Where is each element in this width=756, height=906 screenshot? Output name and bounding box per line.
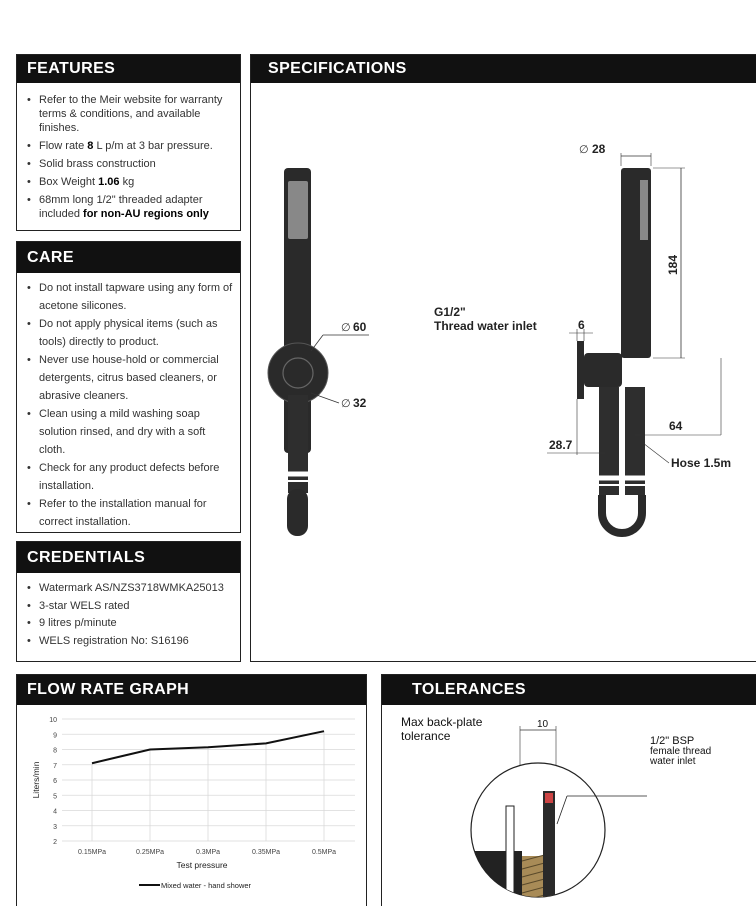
dim-6-label: 6 bbox=[578, 318, 585, 332]
y-tick-label: 8 bbox=[53, 747, 57, 755]
credentials-header: CREDENTIALS bbox=[17, 542, 240, 573]
features-item: • Flow rate 8 L p/m at 3 bar pressure. bbox=[25, 139, 234, 153]
care-item: • Never use house-hold or commercial detergents, citrus based cleaners, or abrasive cleaners. bbox=[25, 351, 234, 405]
y-axis-label: Liters/min bbox=[31, 761, 41, 799]
y-tick-label: 5 bbox=[53, 793, 57, 801]
dim-60-symbol: ∅ bbox=[341, 322, 351, 334]
dim-64-label: 64 bbox=[669, 419, 683, 433]
y-tick-label: 4 bbox=[53, 808, 57, 816]
front-hose bbox=[288, 395, 308, 493]
x-tick-label: 0.5MPa bbox=[311, 849, 337, 856]
x-tick-label: 0.25MPa bbox=[135, 849, 165, 856]
features-item: • Refer to the Meir website for warranty terms & conditions, and available finishes. bbox=[25, 93, 234, 135]
x-tick-label: 0.3MPa bbox=[195, 849, 221, 856]
care-item: • Check for any product defects before installation. bbox=[25, 459, 234, 495]
specifications-header: SPECIFICATIONS bbox=[251, 55, 756, 83]
side-view-shower bbox=[577, 168, 661, 533]
credentials-item: • 3-star WELS rated bbox=[25, 598, 234, 616]
dim-60-label: 60 bbox=[353, 320, 367, 334]
y-tick-label: 10 bbox=[49, 717, 57, 724]
care-item: • Do not install tapware using any form of acetone silicones. bbox=[25, 279, 234, 315]
credentials-item: • Watermark AS/NZS3718WMKA25013 bbox=[25, 580, 234, 598]
care-header: CARE bbox=[17, 242, 240, 273]
inlet-label-line1: G1/2" bbox=[434, 305, 466, 319]
dim-28-label: 28 bbox=[592, 142, 606, 156]
x-tick-label: 0.15MPa bbox=[77, 849, 107, 856]
front-view-shower bbox=[268, 168, 328, 536]
dim-184-label: 184 bbox=[666, 254, 680, 275]
side-wall-plate bbox=[577, 341, 584, 399]
credentials-panel bbox=[16, 541, 241, 662]
tolerances-drawing bbox=[382, 706, 756, 906]
detail-inlet-marker bbox=[545, 793, 553, 803]
y-tick-label: 6 bbox=[53, 778, 57, 785]
front-wall-plate bbox=[268, 343, 328, 403]
tolerances-panel bbox=[381, 674, 756, 906]
care-panel bbox=[16, 241, 241, 533]
side-hose-loop bbox=[602, 495, 642, 533]
features-item: • Box Weight 1.06 kg bbox=[25, 175, 234, 189]
bsp-label-line1: 1/2" BSP bbox=[650, 735, 695, 747]
specifications-drawing bbox=[251, 83, 756, 663]
front-spray-face bbox=[288, 181, 308, 239]
x-tick-label: 0.35MPa bbox=[251, 849, 281, 856]
features-panel bbox=[16, 54, 241, 231]
flow-rate-header: FLOW RATE GRAPH bbox=[17, 675, 366, 705]
credentials-item: • 9 litres p/minute bbox=[25, 615, 234, 633]
features-item: • 68mm long 1/2" threaded adapter included for non-AU regions only bbox=[25, 193, 234, 221]
max-backplate-label-line2: tolerance bbox=[401, 729, 451, 743]
x-axis-label: Test pressure bbox=[176, 860, 228, 870]
dim-32-label: 32 bbox=[353, 396, 367, 410]
legend-label: Mixed water - hand shower bbox=[161, 881, 252, 890]
max-backplate-label-line1: Max back-plate bbox=[401, 715, 483, 729]
inlet-label-line2: Thread water inlet bbox=[434, 319, 537, 333]
y-tick-label: 7 bbox=[53, 762, 57, 770]
y-tick-label: 3 bbox=[53, 823, 57, 831]
dim-60-leader bbox=[311, 335, 323, 351]
dim-32-symbol: ∅ bbox=[341, 398, 351, 410]
care-list bbox=[25, 279, 234, 531]
dim-10-label: 10 bbox=[537, 719, 549, 730]
hose-label: Hose 1.5m bbox=[671, 456, 732, 470]
detail-inlet-body bbox=[543, 791, 555, 906]
specifications-panel bbox=[250, 54, 756, 662]
dim-28-7-label: 28.7 bbox=[549, 438, 573, 452]
features-list bbox=[25, 93, 234, 225]
side-spray-face bbox=[640, 180, 648, 240]
dim-28-symbol: ∅ bbox=[579, 144, 589, 156]
credentials-item: • WELS registration No: S16196 bbox=[25, 633, 234, 651]
y-tick-label: 9 bbox=[53, 732, 57, 740]
features-header: FEATURES bbox=[17, 55, 240, 83]
credentials-list bbox=[25, 580, 234, 650]
tolerances-header: TOLERANCES bbox=[382, 675, 756, 705]
hose-leader bbox=[643, 443, 669, 463]
care-item: • Clean using a mild washing soap solution rinsed, and dry with a soft cloth. bbox=[25, 405, 234, 459]
features-item: • Solid brass construction bbox=[25, 157, 234, 171]
y-tick-label: 2 bbox=[53, 839, 57, 846]
bsp-label-line2: female thread bbox=[650, 746, 712, 757]
side-holder-body bbox=[584, 353, 622, 387]
bsp-label-line3: water inlet bbox=[650, 756, 696, 767]
flow-rate-panel bbox=[16, 674, 367, 906]
care-item: • Do not apply physical items (such as tools) directly to product. bbox=[25, 315, 234, 351]
front-hose-end bbox=[287, 489, 308, 536]
flow-rate-chart bbox=[17, 706, 366, 906]
care-item: • Refer to the installation manual for correct installation. bbox=[25, 495, 234, 531]
